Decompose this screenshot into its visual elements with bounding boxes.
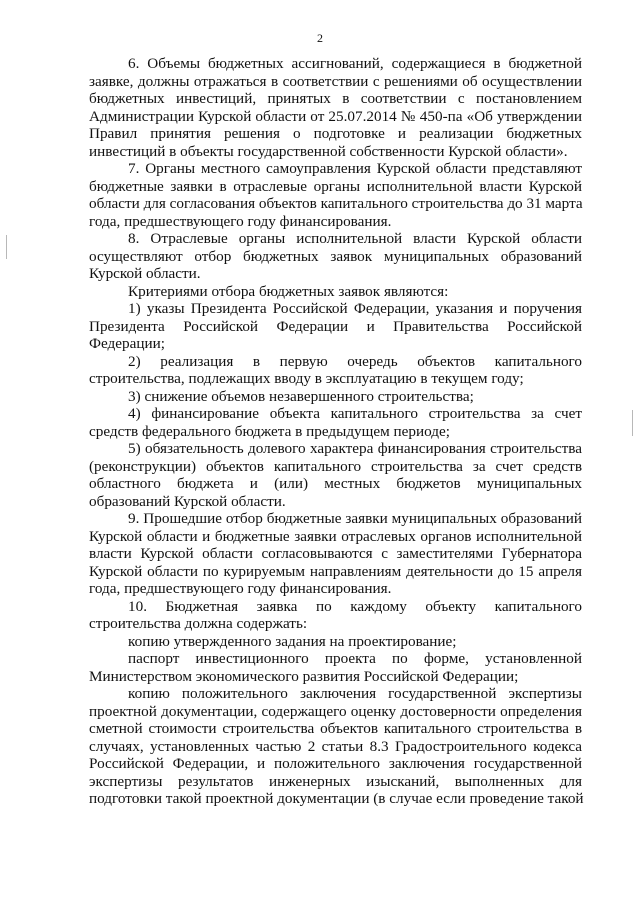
- text-line: Курской области.: [89, 265, 201, 282]
- paragraph: [89, 440, 582, 510]
- text-line: Министерством экономического развития Российской Федерации;: [89, 667, 519, 685]
- paragraph: [89, 510, 582, 598]
- text-line: 4) финансирование объекта капитального строительства за счет: [128, 405, 582, 422]
- text-line: 8. Отраслевые органы исполнительной власти Курской области: [128, 230, 582, 247]
- paragraph: [89, 388, 582, 406]
- text-line: Российской Федерации, и положительного заключения государственной: [89, 755, 582, 772]
- text-line: Курской области и бюджетные заявки отраслевых органов исполнительной: [89, 527, 582, 545]
- text-line: 10. Бюджетная заявка по каждому объекту капитального: [128, 597, 582, 615]
- text-line: Президента Российской Федерации и Правительства Российской: [89, 317, 582, 335]
- text-line: паспорт инвестиционного проекта по форме, установленной: [128, 650, 582, 667]
- paragraph: [89, 650, 582, 685]
- text-line: Администрации Курской области от 25.07.2014 № 450-па «Об утверждении: [89, 107, 582, 125]
- paragraph: [89, 230, 582, 283]
- text-line: подготовки такой проектной документации (в случае если проведение такой: [89, 790, 584, 807]
- text-line: сметной стоимости строительства объектов капитального строительства в: [89, 720, 582, 737]
- text-line: копию положительного заключения государственной экспертизы: [128, 685, 582, 702]
- text-line: года, предшествующего году финансирования.: [89, 212, 392, 230]
- text-line: 1) указы Президента Российской Федерации, указания и поручения: [128, 300, 582, 317]
- text-line: средств федерального бюджета в предыдущем периоде;: [89, 422, 450, 440]
- text-line: образований Курской области.: [89, 492, 286, 510]
- text-line: власти Курской области согласовываются с заместителями Губернатора: [89, 545, 582, 562]
- text-line: строительства, подлежащих вводу в эксплуатацию в текущем году;: [89, 370, 524, 387]
- text-line: Критериями отбора бюджетных заявок являются:: [128, 282, 449, 300]
- text-line: случаях, установленных частью 2 статьи 8.3 Градостроительного кодекса: [89, 737, 582, 755]
- text-line: инвестиций в объекты государственной собственности Курской области».: [89, 142, 568, 160]
- text-line: Курской области по курируемым направлениям деятельности до 15 апреля: [89, 562, 582, 580]
- text-line: Правил принятия решения о подготовке и реализации бюджетных: [89, 125, 582, 142]
- text-line: заявке, должны отражаться в соответствии с решениями об осуществлении: [89, 72, 582, 90]
- paragraph: [89, 633, 582, 651]
- document-body: [89, 55, 582, 808]
- text-line: 9. Прошедшие отбор бюджетные заявки муниципальных образований: [128, 510, 582, 527]
- page-number: 2: [317, 31, 323, 45]
- text-line: 3) снижение объемов незавершенного строительства;: [128, 387, 474, 405]
- paragraph: [89, 598, 582, 633]
- text-line: копию утвержденного задания на проектирование;: [128, 632, 457, 650]
- text-line: бюджетных инвестиций, принятых в соответствии с постановлением: [89, 90, 582, 107]
- text-line: области для согласования объектов капитального строительства до 31 марта: [89, 195, 583, 212]
- text-line: 2) реализация в первую очередь объектов капитального: [128, 352, 582, 370]
- margin-mark-left: [6, 235, 7, 259]
- paragraph: [89, 283, 582, 301]
- text-line: 6. Объемы бюджетных ассигнований, содержащиеся в бюджетной: [128, 55, 582, 72]
- text-line: осуществляют отбор бюджетных заявок муниципальных образований: [89, 247, 582, 265]
- paragraph: [89, 160, 582, 230]
- text-line: проектной документации, содержащего оценку достоверности определения: [89, 702, 582, 720]
- paragraph: [89, 685, 582, 808]
- text-line: бюджетные заявки в отраслевые органы исполнительной власти Курской: [89, 177, 582, 195]
- text-line: строительства должна содержать:: [89, 615, 308, 632]
- paragraph: [89, 300, 582, 353]
- text-line: (реконструкции) объектов капитального строительства за счет средств: [89, 457, 582, 475]
- paragraph: [89, 55, 582, 160]
- text-line: Федерации;: [89, 335, 165, 352]
- text-line: областного бюджета и (или) местных бюджетов муниципальных: [89, 475, 582, 492]
- text-line: экспертизы результатов инженерных изысканий, выполненных для: [89, 772, 582, 790]
- text-line: года, предшествующего году финансирования.: [89, 580, 392, 597]
- text-line: 5) обязательность долевого характера финансирования строительства: [128, 440, 582, 457]
- paragraph: [89, 353, 582, 388]
- margin-mark-right: [632, 410, 633, 436]
- text-line: 7. Органы местного самоуправления Курской области представляют: [128, 160, 582, 177]
- paragraph: [89, 405, 582, 440]
